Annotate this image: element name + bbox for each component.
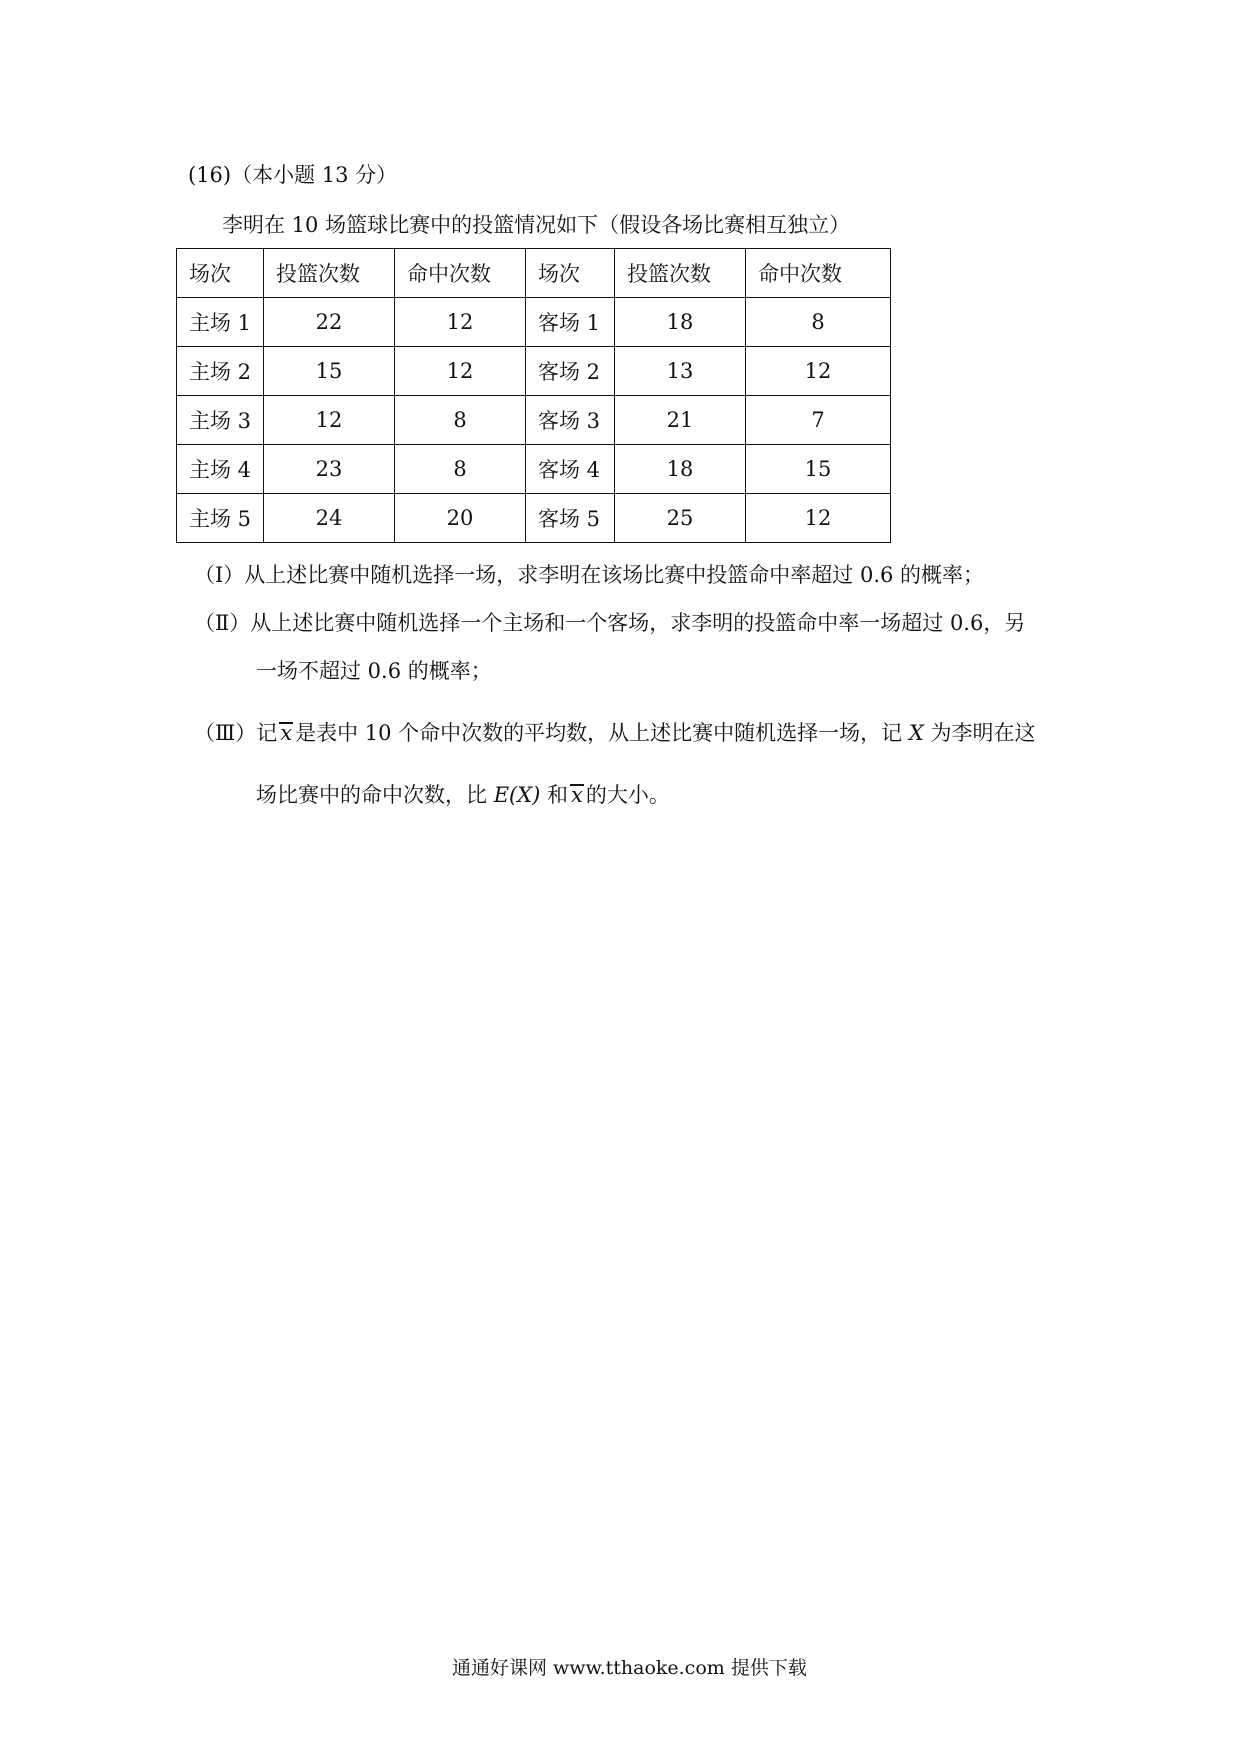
table-cell: 客场 5 bbox=[526, 494, 615, 543]
table-cell: 12 bbox=[395, 347, 526, 396]
table-cell: 12 bbox=[746, 494, 891, 543]
table-cell: 客场 2 bbox=[526, 347, 615, 396]
table-cell: 20 bbox=[395, 494, 526, 543]
question-3-line-2 bbox=[256, 780, 670, 810]
table-cell: 25 bbox=[615, 494, 746, 543]
table-cell: 18 bbox=[615, 298, 746, 347]
table-cell: 23 bbox=[264, 445, 395, 494]
table-header-cell: 命中次数 bbox=[746, 249, 891, 298]
table-cell: 22 bbox=[264, 298, 395, 347]
table-cell: 15 bbox=[264, 347, 395, 396]
table-cell: 7 bbox=[746, 396, 891, 445]
table-row bbox=[177, 298, 891, 347]
table-row bbox=[177, 396, 891, 445]
question-3-line-2-prefix: 场比赛中的命中次数，比 bbox=[256, 783, 487, 807]
table-cell: 8 bbox=[395, 445, 526, 494]
table-cell: 15 bbox=[746, 445, 891, 494]
question-3-prefix: （Ⅲ）记 bbox=[194, 721, 278, 745]
question-1: （Ⅰ）从上述比赛中随机选择一场，求李明在该场比赛中投篮命中率超过 0.6 的概率； bbox=[194, 563, 985, 587]
table-cell: 主场 3 bbox=[177, 396, 264, 445]
table-cell: 主场 2 bbox=[177, 347, 264, 396]
stats-table bbox=[176, 248, 891, 543]
table-header-cell: 投篮次数 bbox=[615, 249, 746, 298]
expectation-symbol: E(X) bbox=[493, 783, 541, 807]
table-cell: 主场 1 bbox=[177, 298, 264, 347]
table-header-row bbox=[177, 249, 891, 298]
table-cell: 12 bbox=[395, 298, 526, 347]
question-2-line-2: 一场不超过 0.6 的概率； bbox=[256, 659, 492, 683]
table-header-cell: 投篮次数 bbox=[264, 249, 395, 298]
table-header-cell: 场次 bbox=[526, 249, 615, 298]
table-cell: 12 bbox=[264, 396, 395, 445]
table-cell: 18 bbox=[615, 445, 746, 494]
table-cell: 8 bbox=[395, 396, 526, 445]
question-3-text-b: 为李明在这 bbox=[930, 721, 1036, 745]
table-cell: 客场 4 bbox=[526, 445, 615, 494]
table-cell: 13 bbox=[615, 347, 746, 396]
table-cell: 21 bbox=[615, 396, 746, 445]
problem-points: （本小题 13 分） bbox=[231, 163, 398, 187]
random-variable: X bbox=[908, 721, 924, 745]
problem-heading bbox=[188, 160, 397, 190]
question-3-line-2-suffix: 的大小。 bbox=[585, 783, 670, 807]
problem-number: (16) bbox=[188, 163, 232, 187]
table-header-cell: 命中次数 bbox=[395, 249, 526, 298]
page-footer: 通通好课网 www.tthaoke.com 提供下载 bbox=[452, 1657, 807, 1679]
question-3-and: 和 bbox=[547, 783, 569, 807]
table-cell: 8 bbox=[746, 298, 891, 347]
table-row bbox=[177, 445, 891, 494]
mean-symbol: x bbox=[280, 721, 293, 745]
question-3-line-1 bbox=[194, 718, 1036, 748]
table-cell: 客场 1 bbox=[526, 298, 615, 347]
question-3-text-a: 是表中 10 个命中次数的平均数，从上述比赛中随机选择一场，记 bbox=[295, 721, 903, 745]
table-header-cell: 场次 bbox=[177, 249, 264, 298]
table-row bbox=[177, 347, 891, 396]
table-cell: 主场 4 bbox=[177, 445, 264, 494]
table-cell: 主场 5 bbox=[177, 494, 264, 543]
problem-intro: 李明在 10 场篮球比赛中的投篮情况如下（假设各场比赛相互独立） bbox=[222, 213, 851, 237]
table-cell: 客场 3 bbox=[526, 396, 615, 445]
question-2-line-1: （Ⅱ）从上述比赛中随机选择一个主场和一个客场，求李明的投篮命中率一场超过 0.6，另 bbox=[194, 611, 1026, 635]
table-cell: 12 bbox=[746, 347, 891, 396]
mean-symbol: x bbox=[571, 783, 583, 807]
table-row bbox=[177, 494, 891, 543]
table-cell: 24 bbox=[264, 494, 395, 543]
